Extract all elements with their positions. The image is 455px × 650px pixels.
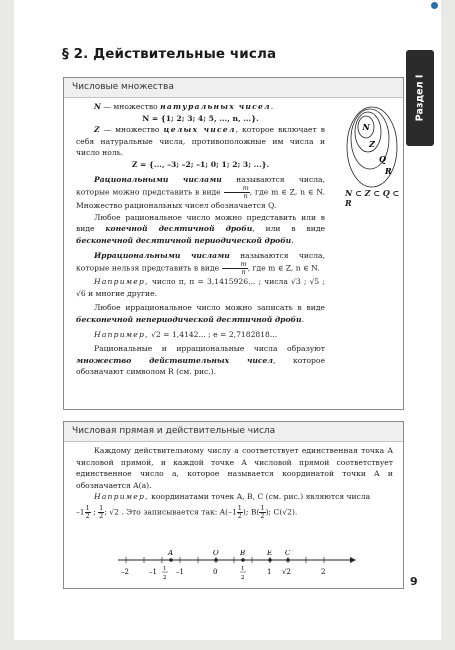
- number-line-content: [64, 442, 403, 520]
- number-line-box: [63, 421, 404, 589]
- tick-minus-1: –1: [176, 568, 184, 576]
- side-tab-label: Раздел I: [414, 74, 426, 122]
- label-b: B: [240, 550, 246, 557]
- svg-text:1: 1: [163, 566, 167, 572]
- tick-sqrt2: √2: [282, 568, 291, 576]
- label-c: C: [285, 550, 291, 557]
- venn-label-n: N: [362, 122, 370, 132]
- irrational-decimal-note: Любое иррациональное число можно записать в виде бесконечной непериодической десятичной дроби.: [76, 303, 325, 324]
- label-e: E: [267, 550, 273, 557]
- tick-minus-1-half: –1: [149, 568, 157, 576]
- point-o: [214, 558, 218, 562]
- tick-minus-2: –2: [121, 568, 129, 576]
- venn-label-q: Q: [379, 154, 386, 164]
- point-b: [241, 558, 245, 562]
- number-line-diagram: [116, 550, 356, 584]
- fraction-m-n: $\frac{m}{n}$: [224, 185, 250, 200]
- tick-half: 1: [241, 566, 245, 572]
- tick-one: 1: [267, 568, 272, 576]
- number-sets-box: [63, 77, 404, 410]
- venn-caption: N ⊂ Z ⊂ Q ⊂ R: [345, 188, 400, 208]
- book-page: [14, 0, 441, 640]
- publisher-logo-icon: [431, 2, 438, 9]
- tick-two: 2: [321, 568, 326, 576]
- svg-text:2: 2: [163, 575, 167, 581]
- irrational-decimal-example: Например, √2 = 1,4142... ; e = 2,7182818...: [94, 329, 278, 339]
- rational-decimal-note: Любое рациональное число можно представить или в виде конечной десятичной дроби, или в виде бесконечной десятичной периодической дроби.: [76, 212, 325, 245]
- axis-arrow-icon: [350, 557, 356, 563]
- number-sets-header: Числовые множества: [64, 78, 403, 98]
- point-e: [268, 558, 272, 562]
- label-o: O: [213, 550, 219, 557]
- coordinates-formula: –1 $\frac{1}{2}$ ; $\frac{1}{2}$ ; √2 . Это записывается так: A(–1 $\frac{1}{2}$ ); B( $\frac{1}{2}$ ); C(√2).: [76, 503, 298, 520]
- label-a: A: [168, 550, 174, 557]
- point-c: [286, 558, 290, 562]
- number-line-header: Числовая прямая и действительные числа: [64, 422, 403, 442]
- half-fraction-2: $\frac{1}{2}$: [99, 503, 104, 520]
- page-number: 9: [410, 575, 418, 588]
- rational-definition: Рациональными числами называются числа, которые можно представить в виде $\frac{m}{n}$ , где m ∈ Z, n ∈ N. Множество рациональных чисел обозначается Q.: [76, 174, 325, 211]
- natural-numbers-definition: N — множество натуральных чисел.: [94, 102, 274, 111]
- integer-set-notation: Z = {..., –3; –2; –1; 0; 1; 2; 3; ...}.: [131, 159, 270, 169]
- coordinates-example: Например, координатами точек A, B, C (см. рис.) являются числа: [94, 492, 371, 502]
- half-fraction: $\frac{1}{2}$: [85, 503, 90, 520]
- number-line-definition: Каждому действительному числу a соответствует единственная точка A числовой прямой, и каждой точке A числовой прямой соответствует единственное число a, которое называется координатой точки A и обозначается A(a).: [76, 446, 393, 490]
- integers-definition: Z — множество целых чисел, которое включает в себя натуральные числа, противоположные им числа и число ноль.: [76, 125, 325, 158]
- number-sets-venn-diagram: [346, 106, 398, 188]
- fraction-m-n-2: $\frac{m}{n}$: [222, 261, 248, 276]
- svg-text:2: 2: [241, 575, 245, 581]
- point-a: [169, 558, 173, 562]
- section-title: § 2. Действительные числа: [62, 46, 277, 62]
- venn-label-z: Z: [369, 139, 375, 149]
- half-fraction-4: $\frac{1}{2}$: [260, 503, 265, 520]
- real-numbers-definition: Рациональные и иррациональные числа образуют множество действительных чисел, которое обозначают символом R (см. рис.).: [76, 344, 325, 377]
- venn-label-r: R: [385, 166, 392, 176]
- section-side-tab: [406, 50, 434, 146]
- natural-set-notation: N = {1; 2; 3; 4; 5, ..., n, ...}.: [142, 113, 259, 123]
- tick-zero: 0: [213, 568, 218, 576]
- irrational-example: Например, число π, π = 3,1415926... ; числа √3 ; √5 ; √6 и многие другие.: [76, 277, 325, 298]
- half-fraction-3: $\frac{1}{2}$: [237, 503, 242, 520]
- irrational-definition: Иррациональными числами называются числа, которые нельзя представить в виде $\frac{m}{n}$ , где m ∈ Z, n ∈ N.: [76, 250, 325, 277]
